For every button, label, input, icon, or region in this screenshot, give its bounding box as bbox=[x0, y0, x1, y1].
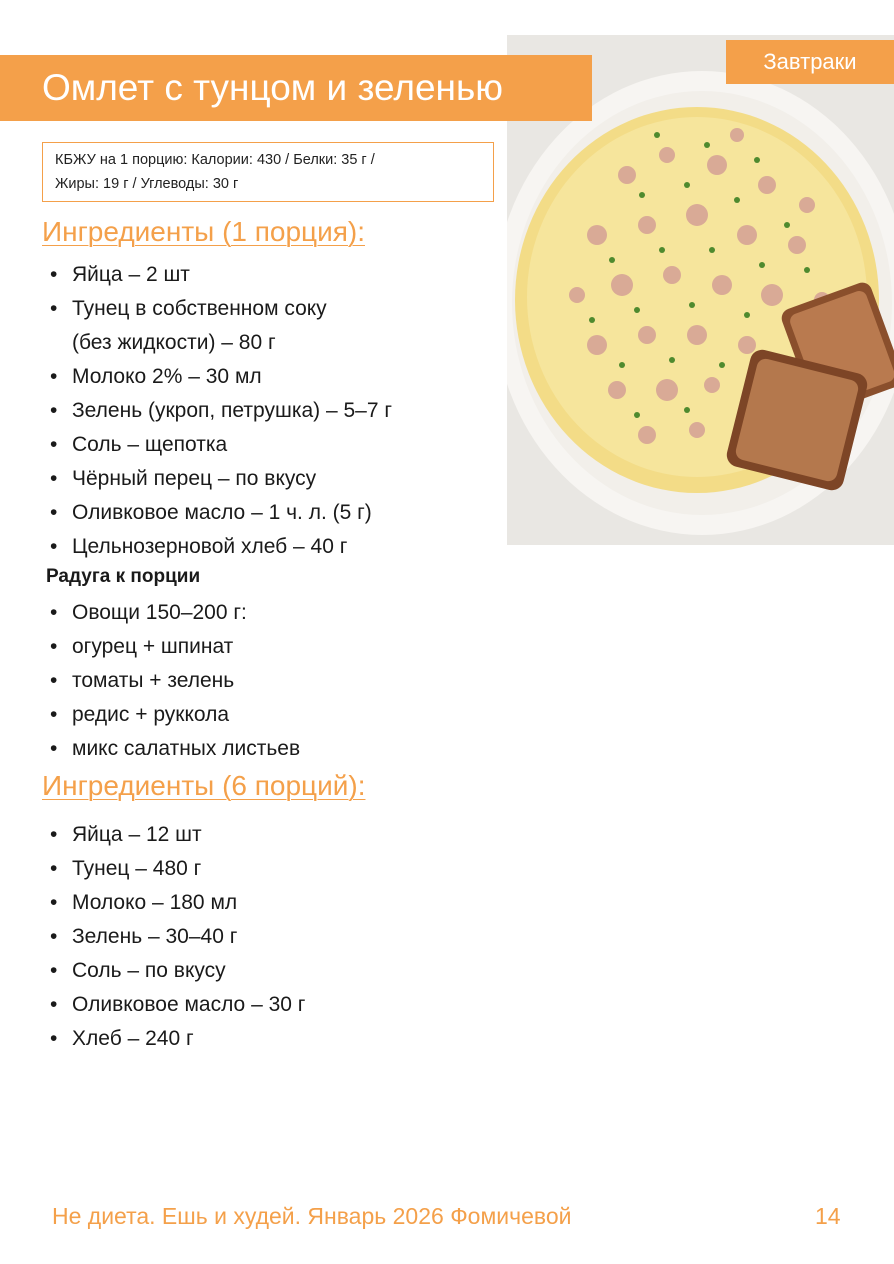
list-item: • Яйца – 12 шт bbox=[48, 818, 305, 852]
ingredients-single-list bbox=[48, 258, 392, 564]
list-item: • Чёрный перец – по вкусу bbox=[48, 462, 392, 496]
list-item: • Оливковое масло – 30 г bbox=[48, 988, 305, 1022]
ingredients-six-heading: Ингредиенты (6 порций): bbox=[42, 770, 366, 801]
list-item: • редис + руккола bbox=[48, 698, 300, 732]
page-number: 14 bbox=[815, 1203, 841, 1229]
list-item: • Зелень (укроп, петрушка) – 5–7 г bbox=[48, 394, 392, 428]
category-tag: Завтраки bbox=[726, 40, 894, 84]
list-item: • огурец + шпинат bbox=[48, 630, 300, 664]
recipe-title: Омлет с тунцом и зеленью bbox=[0, 55, 592, 121]
list-item-continuation: (без жидкости) – 80 г bbox=[72, 331, 276, 354]
list-item: • Тунец в собственном соку (без жидкости) – 80 г bbox=[48, 292, 392, 360]
nutrition-line: Жиры: 19 г / Углеводы: 30 г bbox=[55, 176, 239, 192]
list-item: • Тунец – 480 г bbox=[48, 852, 305, 886]
list-item: • Соль – щепотка bbox=[48, 428, 392, 462]
list-item: • Оливковое масло – 1 ч. л. (5 г) bbox=[48, 496, 392, 530]
rainbow-heading: Радуга к порции bbox=[46, 566, 201, 587]
list-item: • Цельнозерновой хлеб – 40 г bbox=[48, 530, 392, 564]
list-item: • Зелень – 30–40 г bbox=[48, 920, 305, 954]
footer-text: Не диета. Ешь и худей. Январь 2026 Фомичевой bbox=[52, 1203, 572, 1229]
list-item: • Яйца – 2 шт bbox=[48, 258, 392, 292]
list-item: • Соль – по вкусу bbox=[48, 954, 305, 988]
list-item: • Молоко – 180 мл bbox=[48, 886, 305, 920]
nutrition-box bbox=[42, 142, 494, 202]
list-item: • Хлеб – 240 г bbox=[48, 1022, 305, 1056]
ingredients-six-list bbox=[48, 818, 305, 1056]
list-item: • Молоко 2% – 30 мл bbox=[48, 360, 392, 394]
ingredients-single-heading: Ингредиенты (1 порция): bbox=[42, 216, 365, 247]
list-item: • Овощи 150–200 г: bbox=[48, 596, 300, 630]
nutrition-line: КБЖУ на 1 порцию: Калории: 430 / Белки: 35 г / bbox=[55, 152, 375, 168]
list-item: • микс салатных листьев bbox=[48, 732, 300, 766]
rainbow-list bbox=[48, 596, 300, 766]
list-item: • томаты + зелень bbox=[48, 664, 300, 698]
